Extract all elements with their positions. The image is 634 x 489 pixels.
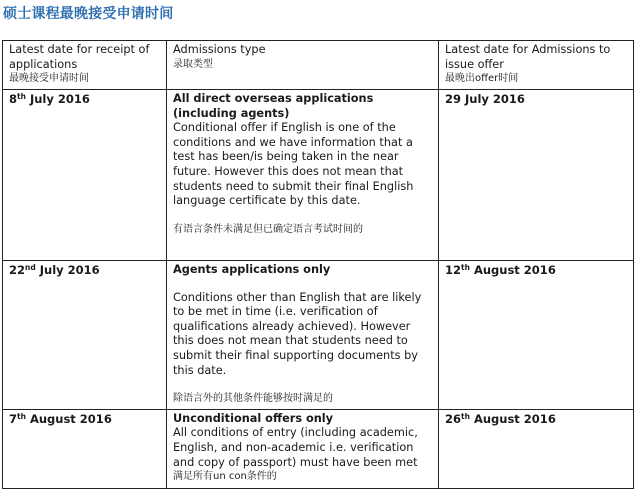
admission-type-cell <box>167 409 439 488</box>
receipt-date-suffix: nd <box>25 263 36 272</box>
offer-date-day: 26 <box>445 411 462 426</box>
admissions-deadline-table <box>2 40 634 489</box>
receipt-date-cell <box>3 90 167 261</box>
receipt-date-rest: July 2016 <box>35 263 100 277</box>
offer-date-suffix: th <box>461 263 470 272</box>
header-cell-receipt <box>3 41 167 90</box>
receipt-date-cell <box>3 409 167 488</box>
header-type-en: Admissions type <box>173 43 266 56</box>
spacer <box>173 378 432 392</box>
offer-date-cell <box>439 90 634 261</box>
offer-date-day: 12 <box>445 263 462 277</box>
admission-type-title: All direct overseas applications (including agents) <box>173 92 374 120</box>
receipt-date-rest: August 2016 <box>25 411 112 426</box>
table-header-row <box>3 41 634 90</box>
table-row <box>3 90 634 261</box>
receipt-date-day: 7 <box>9 411 18 426</box>
receipt-date-day: 22 <box>9 263 26 277</box>
spacer <box>173 278 432 291</box>
spacer <box>173 209 432 223</box>
header-offer-en: Latest date for Admissions to issue offer <box>445 43 611 71</box>
admission-type-cell <box>167 90 439 261</box>
receipt-date-suffix: th <box>17 411 26 421</box>
admission-type-body: Conditions other than English that are likely to be met in time (i.e. verification of qualifications already achieved). However this does not mean that students need to submit their final supporting documents by this date. <box>173 290 422 377</box>
header-cell-type <box>167 41 439 90</box>
header-receipt-zh: 最晚接受申请时间 <box>9 73 89 85</box>
receipt-date-day: 8 <box>9 92 18 106</box>
admission-type-note-zh: 有语言条件未满足但已确定语言考试时间的 <box>173 223 363 235</box>
table-row <box>3 409 634 488</box>
header-receipt-en: Latest date for receipt of applications <box>9 43 150 71</box>
page-title: 硕士课程最晚接受申请时间 <box>3 6 174 22</box>
admission-type-body: Conditional offer if English is one of the conditions and we have information that a test has been/is being taken in the near future. However this does not mean that students need to submit their final English language certificate by this date. <box>173 121 414 208</box>
header-offer-zh: 最晚出offer时间 <box>445 73 519 85</box>
header-cell-offer <box>439 41 634 90</box>
offer-date-rest: August 2016 <box>469 411 556 426</box>
offer-date-rest: August 2016 <box>469 263 556 277</box>
receipt-date-suffix: th <box>17 92 26 101</box>
offer-date-cell <box>439 261 634 410</box>
admission-type-note-zh: 满足所有un con条件的 <box>173 471 277 483</box>
admission-type-cell <box>167 261 439 410</box>
admission-type-title: Agents applications only <box>173 263 331 276</box>
admission-type-body: All conditions of entry (including academic, English, and non-academic i.e. verification and copy of passport) must have been met <box>173 426 418 469</box>
offer-date: 29 July 2016 <box>445 92 525 106</box>
offer-date-cell <box>439 409 634 488</box>
admission-type-note-zh: 除语言外的其他条件能够按时满足的 <box>173 393 333 405</box>
admission-type-title: Unconditional offers only <box>173 411 334 425</box>
receipt-date-rest: July 2016 <box>25 92 90 106</box>
header-type-zh: 录取类型 <box>173 58 213 70</box>
table-row <box>3 261 634 410</box>
offer-date-suffix: th <box>461 411 470 421</box>
receipt-date-cell <box>3 261 167 410</box>
